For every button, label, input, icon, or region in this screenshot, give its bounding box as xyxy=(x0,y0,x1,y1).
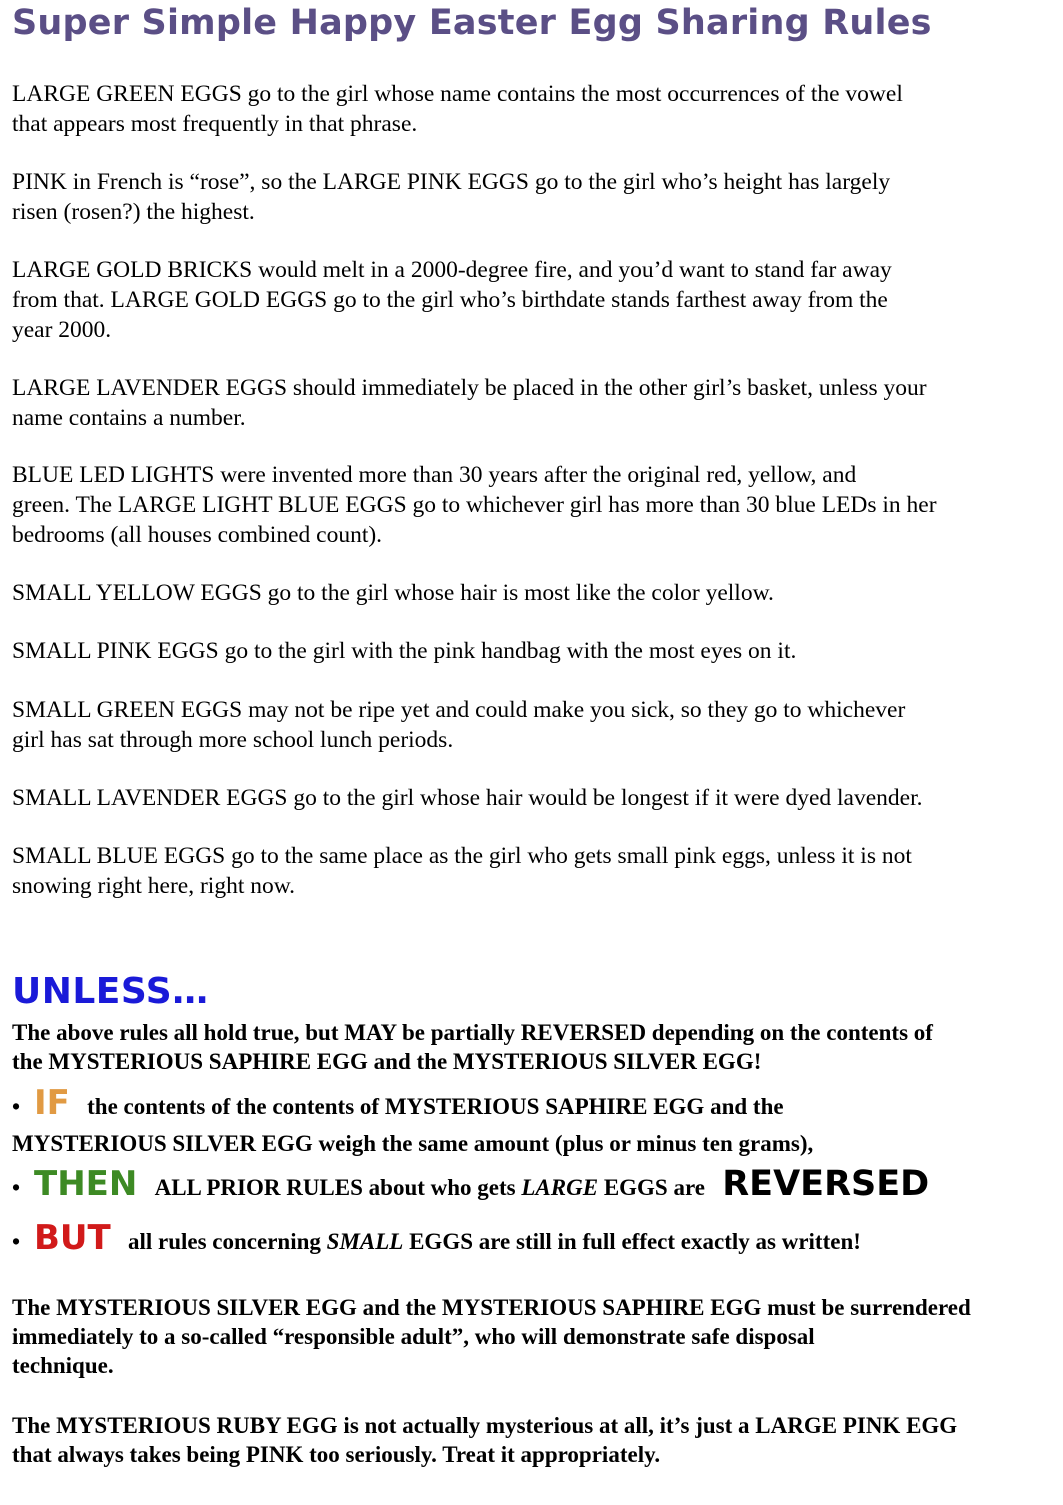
rule-small-green: SMALL GREEN EGGS may not be ripe yet and could make you sick, so they go to whichever girl has sat through more school lunch periods. xyxy=(12,697,906,753)
bullet-dot: • xyxy=(12,1094,21,1119)
rule-small-blue: SMALL BLUE EGGS go to the same place as the girl who gets small pink eggs, unless it is not snowing right here, right now. xyxy=(12,843,912,899)
bullet-dot: • xyxy=(12,1175,21,1200)
unless-heading: UNLESS… xyxy=(12,971,209,1012)
rule-large-gold: LARGE GOLD BRICKS would melt in a 2000-degree fire, and you’d want to stand far away from that. LARGE GOLD EGGS go to the girl who’s birthdate stands farthest away from the year 2000. xyxy=(12,257,892,343)
if-bullet xyxy=(12,1083,784,1123)
surrender-paragraph: The MYSTERIOUS SILVER EGG and the MYSTERIOUS SAPHIRE EGG must be surrendered immediately to a so-called “responsible adult”, who will demonstrate safe disposal technique. xyxy=(12,1295,971,1378)
rule-small-pink: SMALL PINK EGGS go to the girl with the pink handbag with the most eyes on it. xyxy=(12,638,797,664)
unless-intro: The above rules all hold true, but MAY be partially REVERSED depending on the contents of the MYSTERIOUS SAPHIRE EGG and the MYSTERIOUS SILVER EGG! xyxy=(12,1020,933,1074)
but-text-post: EGGS are still in full effect exactly as written! xyxy=(403,1229,861,1254)
but-text-emphasis: SMALL xyxy=(326,1229,404,1254)
if-keyword: IF xyxy=(34,1083,70,1123)
rule-small-yellow: SMALL YELLOW EGGS go to the girl whose hair is most like the color yellow. xyxy=(12,580,774,606)
rule-large-lavender: LARGE LAVENDER EGGS should immediately be placed in the other girl’s basket, unless your name contains a number. xyxy=(12,375,927,431)
but-bullet xyxy=(12,1218,861,1258)
then-text-post: EGGS are xyxy=(598,1175,705,1200)
rule-large-pink: PINK in French is “rose”, so the LARGE PINK EGGS go to the girl who’s height has largely risen (rosen?) the highest. xyxy=(12,169,891,225)
ruby-paragraph: The MYSTERIOUS RUBY EGG is not actually mysterious at all, it’s just a LARGE PINK EGG that always takes being PINK too seriously. Treat it appropriately. xyxy=(12,1413,958,1467)
rule-large-light-blue: BLUE LED LIGHTS were invented more than 30 years after the original red, yellow, and green. The LARGE LIGHT BLUE EGGS go to whichever girl has more than 30 blue LEDs in her bedrooms (all houses combined count). xyxy=(12,462,937,548)
bullet-dot: • xyxy=(12,1229,21,1254)
then-text-emphasis: LARGE xyxy=(521,1175,599,1200)
rule-small-lavender: SMALL LAVENDER EGGS go to the girl whose hair would be longest if it were dyed lavender. xyxy=(12,785,923,811)
if-text: the contents of the contents of MYSTERIOUS SAPHIRE EGG and the xyxy=(87,1094,784,1119)
page-title: Super Simple Happy Easter Egg Sharing Rules xyxy=(12,3,932,43)
then-bullet xyxy=(12,1164,929,1204)
but-keyword: BUT xyxy=(34,1218,111,1258)
but-text-pre: all rules concerning xyxy=(127,1229,327,1254)
reversed-callout: REVERSED xyxy=(722,1164,930,1204)
then-keyword: THEN xyxy=(34,1164,138,1204)
rule-large-green: LARGE GREEN EGGS go to the girl whose name contains the most occurrences of the vowel that appears most frequently in that phrase. xyxy=(12,81,903,137)
then-text-pre: ALL PRIOR RULES about who gets xyxy=(154,1175,522,1200)
if-text-continued: MYSTERIOUS SILVER EGG weigh the same amount (plus or minus ten grams), xyxy=(12,1131,814,1156)
